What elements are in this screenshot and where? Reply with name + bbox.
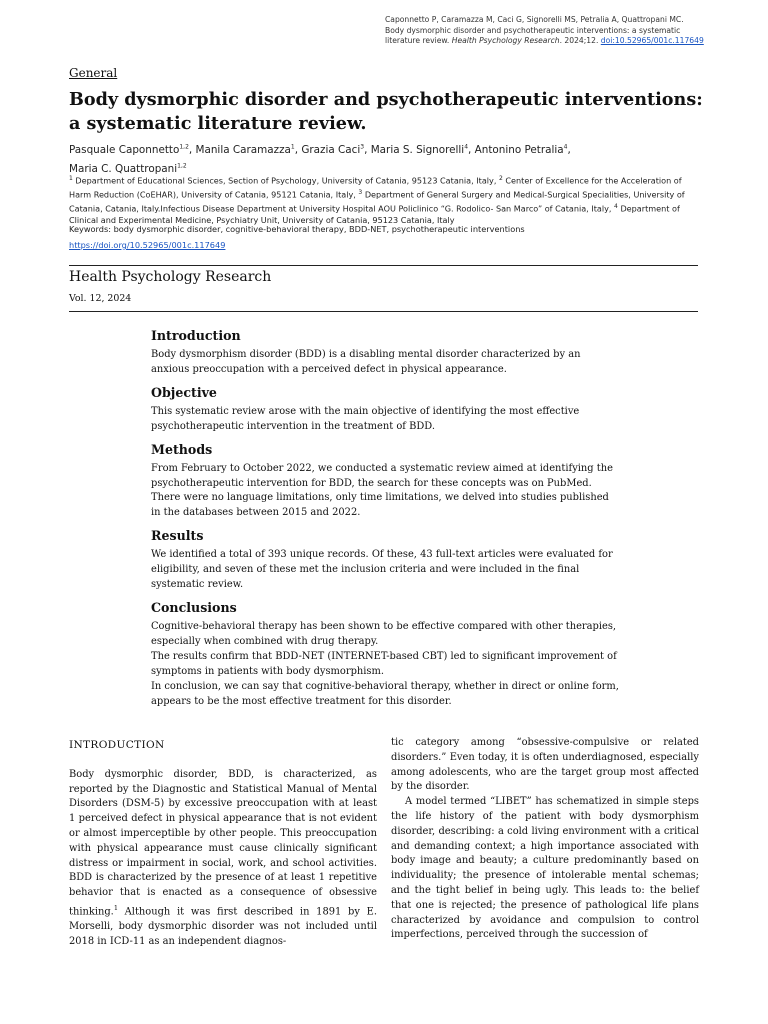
journal-name: Health Psychology Research <box>69 269 272 285</box>
citation-doi-link[interactable]: doi:10.52965/001c.117649 <box>600 36 704 46</box>
body-paragraph: tic category among “obsessive-compulsive or related disorders.” Even today, it is often underdiagnosed, especially among adolescents, who are the target group most affected by the disorder. <box>391 737 699 793</box>
abstract-heading-results: Results <box>151 528 204 544</box>
affiliation: Department of Clinical and Experimental Medicine, Psychiatry Unit, University of Catania, 95123 Catania, Italy <box>69 203 680 225</box>
author: Grazia Caci$^3$, <box>301 144 371 157</box>
article-title: Body dysmorphic disorder and psychotherapeutic interventions: a systematic literature review. <box>69 89 703 134</box>
author: Pasquale Caponnetto$^{1,2}$, <box>69 144 196 157</box>
section-heading-introduction: INTRODUCTION <box>69 739 165 751</box>
author: Maria C. Quattropani$^{1,2}$ <box>69 162 187 175</box>
affiliation: Department of Educational Sciences, Section of Psychology, University of Catania, 95123 Catania, Italy, <box>75 175 497 186</box>
journal-volume: Vol. 12, 2024 <box>69 293 132 304</box>
abstract-paragraph: In conclusion, we can say that cognitive-behavioral therapy, whether in direct or online form, appears to be the most effective treatment for this disorder. <box>151 680 619 707</box>
author: Maria S. Signorelli$^4$, <box>370 144 475 157</box>
author: Antonino Petralia$^4$, <box>474 144 571 157</box>
abstract-paragraph: The results confirm that BDD-NET (INTERNET-based CBT) led to significant improvement of symptoms in patients with body dysmorphism. <box>151 650 617 677</box>
body-paragraph: A model termed “LIBET” has schematized in simple steps the life history of the patient with body dysmorphism disorder, describing: a cold living environment with a critical and demanding context; a high importance associated with body image and beauty; a culture predominantly based on individuality; the presence of intolerable mental schemas; and the tight belief in being ugly. This leads to: the belief that one is rejected; the presence of pathological life plans characterized by avoidance and compulsion to control imperfections, perceived through the succession of <box>391 796 699 941</box>
abstract <box>151 327 621 709</box>
abstract-paragraph: From February to October 2022, we conducted a systematic review aimed at identifying the psychotherapeutic intervention for BDD, the search for these concepts was on PubMed. There were no language limitations, only time limitations, we delved into studies published in the databases between 2015 and 2022. <box>151 462 613 519</box>
abstract-heading-objective: Objective <box>151 384 217 400</box>
author: Manila Caramazza$^1$, <box>195 144 302 157</box>
affiliation: Center of Excellence for the Acceleration of Harm Reduction (CoEHAR), University of Catania, 95121 Catania, Italy, <box>69 175 682 200</box>
abstract-paragraph: This systematic review arose with the main objective of identifying the most effective psychotherapeutic intervention in the treatment of BDD. <box>151 405 580 432</box>
abstract-heading-introduction: Introduction <box>151 328 241 343</box>
citation-journal: Health Psychology Research <box>451 36 560 46</box>
keywords: Keywords: body dysmorphic disorder, cognitive-behavioral therapy, BDD-NET, psychotherapeutic interventions <box>69 224 525 234</box>
article-category: General <box>69 66 118 80</box>
divider-top <box>69 265 698 266</box>
abstract-heading-methods: Methods <box>151 441 213 457</box>
footnote-ref[interactable]: 1 <box>113 903 118 912</box>
body-column-right <box>391 736 699 943</box>
abstract-paragraph: Cognitive-behavioral therapy has been shown to be effective compared with other therapies, especially when combined with drug therapy. <box>151 620 617 647</box>
doi-link[interactable]: https://doi.org/10.52965/001c.117649 <box>69 240 226 250</box>
affiliations: $^1$ Department of Educational Sciences, Section of Psychology, University of Catania, 95123 Catania, Italy, $^2$ Center of Excellence for the Acceleration of Harm Reduction (CoEHAR), University of Catania, 95121 Catania, Italy, $^3$ Department of General Surgery and Medical-Surgical Specialities, University of Catania, Catania, Italy.Infectious Disease Department at University Hospital AOU Policlinico “G. Rodolico- San Marco” of Catania, Italy, $^4$ Department of Clinical and Experimental Medicine, Psychiatry Unit, University of Catania, 95123 Catania, Italy <box>69 175 685 225</box>
author-list <box>69 140 709 177</box>
abstract-paragraph: We identified a total of 393 unique records. Of these, 43 full-text articles were evaluated for eligibility, and seven of these met the inclusion criteria and were included in the final systematic review. <box>151 549 613 591</box>
affiliation: Department of General Surgery and Medical-Surgical Specialities, University of Catania, Catania, Italy.Infectious Disease Department at University Hospital AOU Policlinico “G. Rodolico- San Marco” of Catania, Italy, <box>69 189 685 214</box>
body-column-left <box>69 736 377 950</box>
abstract-heading-conclusions: Conclusions <box>151 599 237 615</box>
citation-header <box>385 15 705 47</box>
divider-bottom <box>69 311 698 312</box>
citation-text: Caponnetto P, Caramazza M, Caci G, Signorelli MS, Petralia A, Quattropani MC. Body dysmorphic disorder and psychotherapeutic interventions: a systematic literature review. <box>385 15 684 46</box>
citation-year-vol: . 2024;12. <box>559 36 599 46</box>
body-paragraph: Body dysmorphic disorder, BDD, is characterized, as reported by the Diagnostic and Statistical Manual of Mental Disorders (DSM-5) by excessive preoccupation with at least 1 perceived defect in physical appearance that is not evident or almost imperceptible by other people. This preoccupation with physical appearance must cause clinically significant distress or impairment in social, work, and school activities. BDD is characterized by the presence of at least 1 repetitive behavior that is enacted as a consequence of obsessive thinking.$^1$ Although it was first described in 1891 by E. Morselli, body dysmorphic disorder was not included until 2018 in ICD-11 as an independent diagnos- <box>69 768 377 947</box>
abstract-paragraph: Body dysmorphism disorder (BDD) is a disabling mental disorder characterized by an anxious preoccupation with a perceived defect in physical appearance. <box>151 349 581 375</box>
